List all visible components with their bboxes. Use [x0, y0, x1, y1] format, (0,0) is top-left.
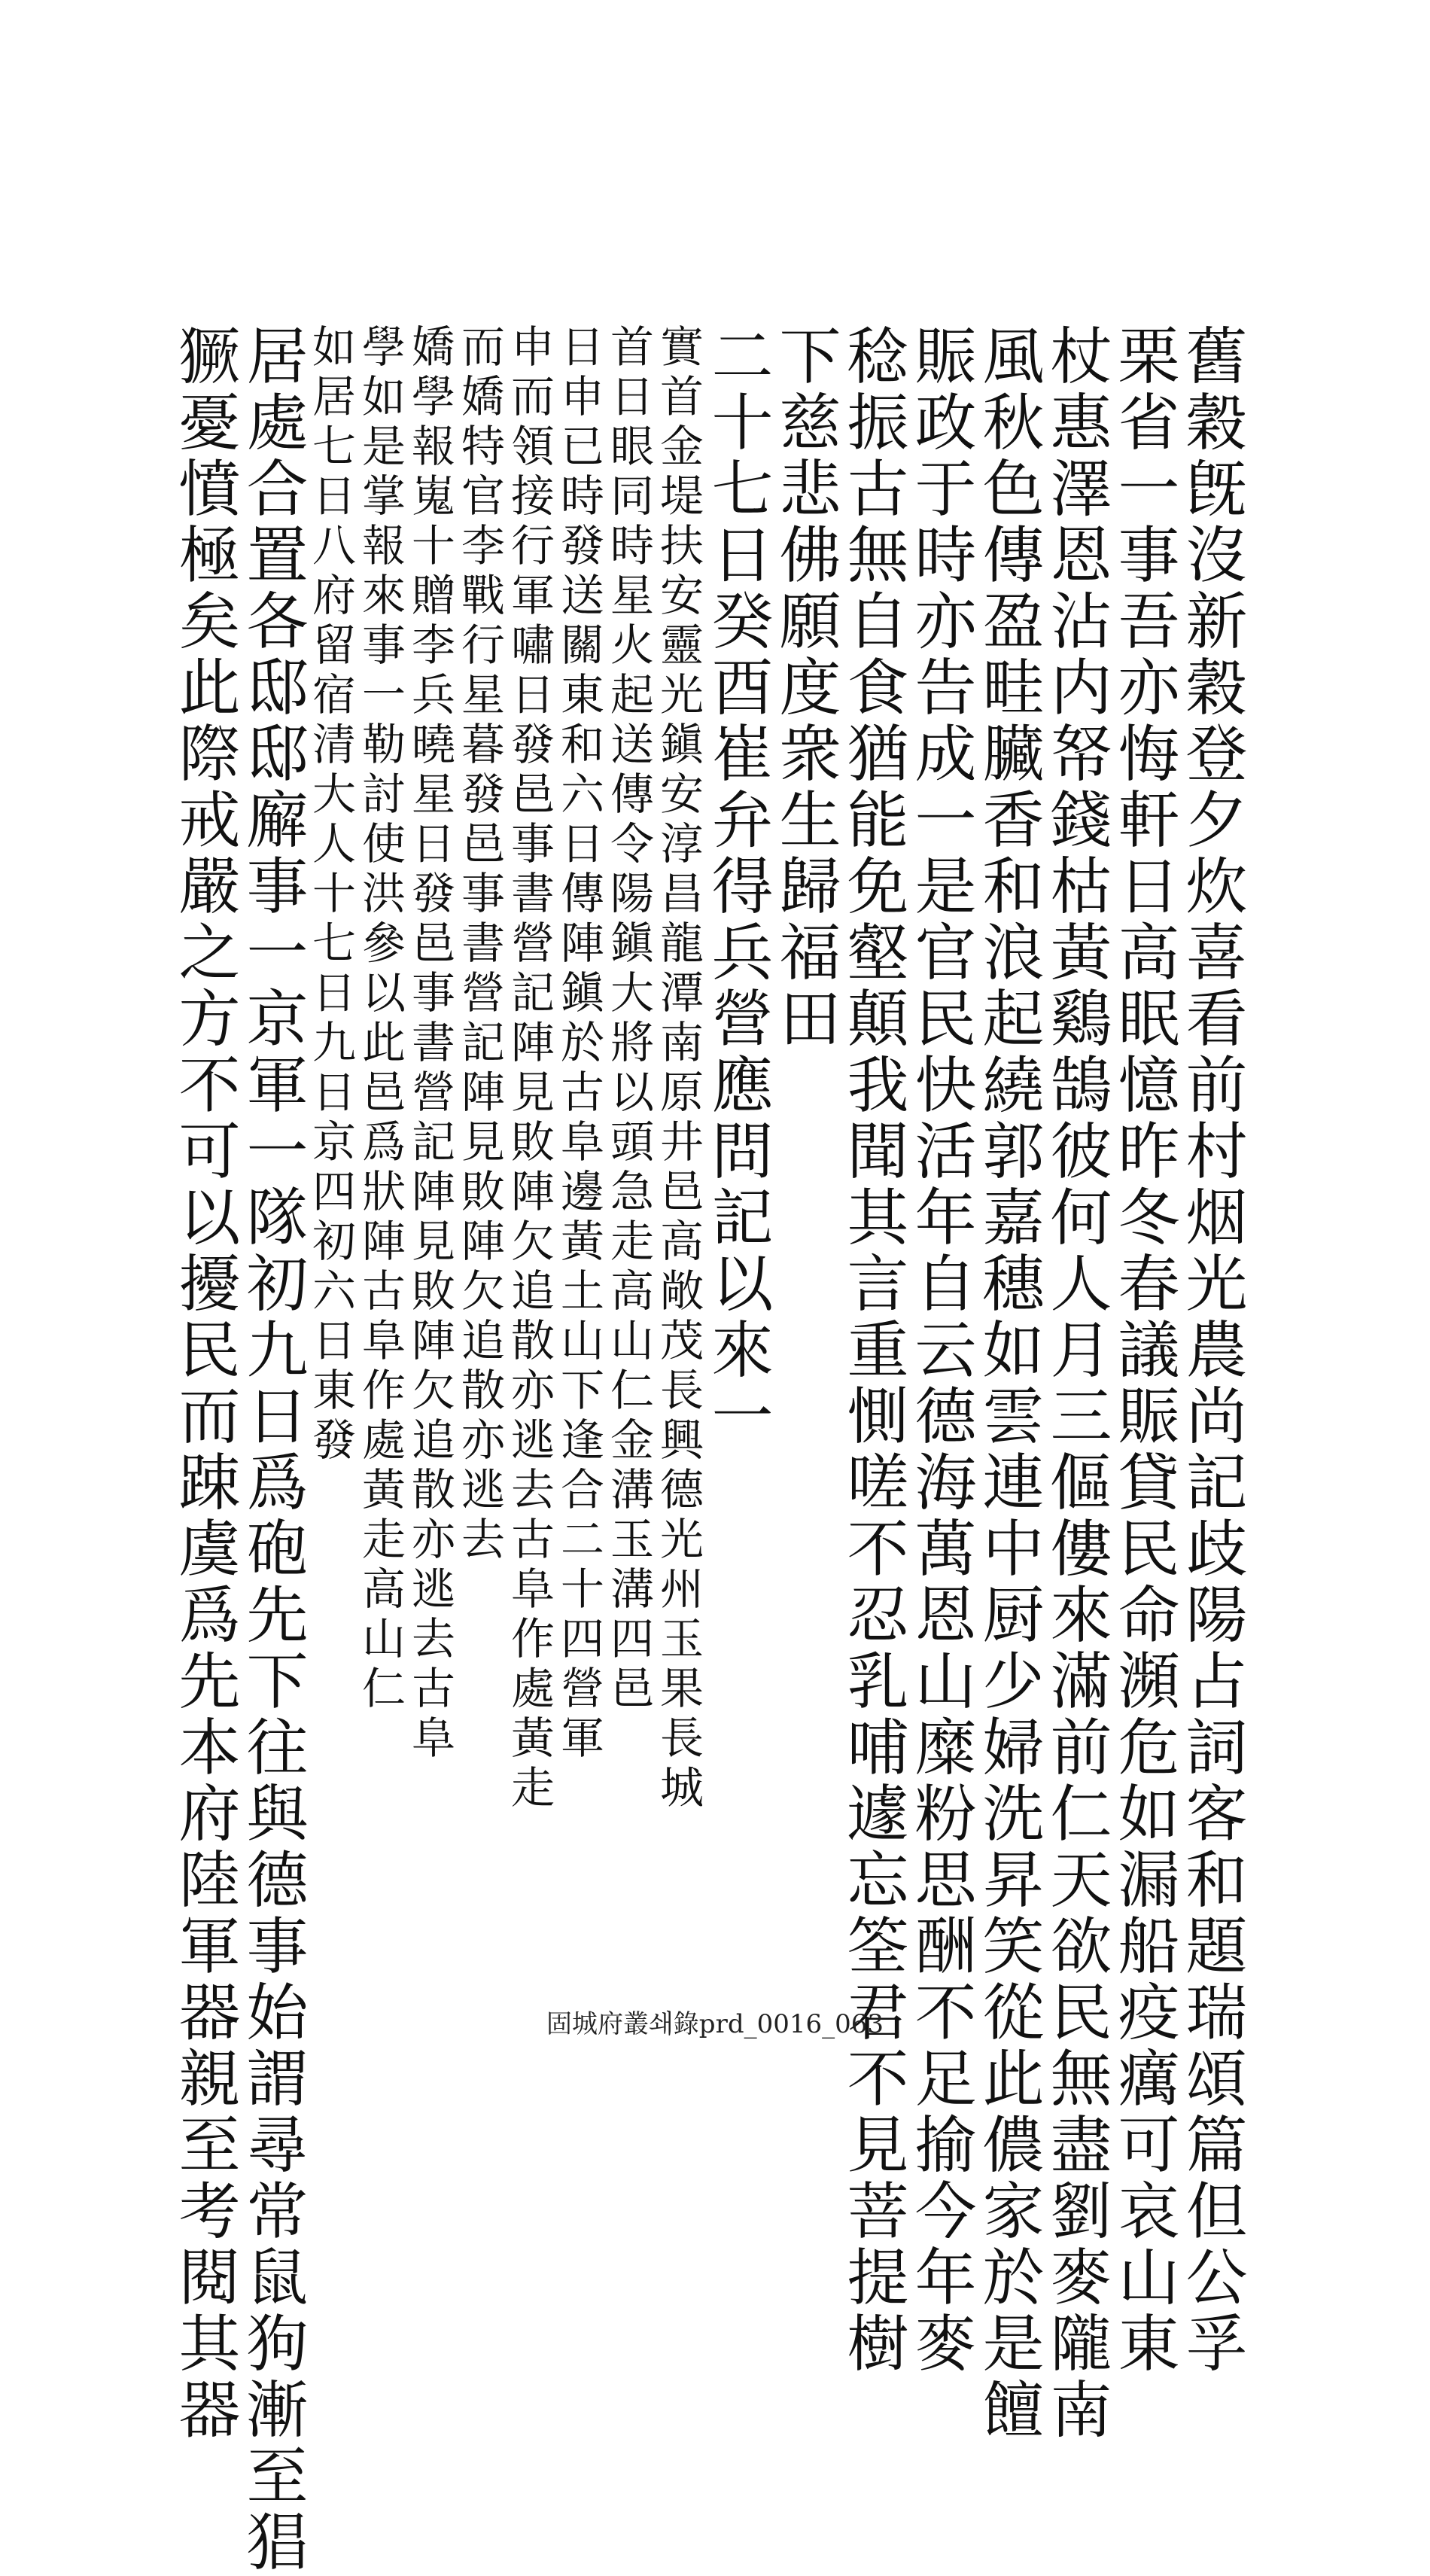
- text-column: 栗省一事吾亦悔軒日高眠憶昨冬春議賑貸民命瀕危如漏船疫癘可哀山東: [1108, 324, 1179, 2377]
- page-caption: 固城府叢쇄錄prd_0016_063: [546, 2009, 884, 2039]
- text-column-small: 日申已時發送關東和六日傳陣鎭於古阜邊黃土山下逢合二十四營軍: [553, 324, 604, 1765]
- text-column-small: 實首金堤扶安靈光鎭安淳昌龍潭南原井邑高敞茂長興德光州玉果長城: [653, 324, 704, 1814]
- text-column: 二十七日癸酉崔弁得兵營應問記以來一: [701, 324, 773, 1450]
- text-column-small: 嬌學報嵬十贈李兵曉星日發邑事書營記陣見敗陣欠追散亦逃去古阜: [404, 324, 455, 1765]
- text-column-small: 而嬌特官李戰行星暮發邑事書營記陣見敗陣欠追散亦逃去: [454, 324, 505, 1566]
- text-column: 居處合置各邸邸廨事一京軍一隊初九日爲砲先下往與德事始謂尋常鼠狗漸至猖: [236, 324, 308, 2576]
- text-column: 下慈悲佛願度衆生歸福田: [769, 324, 841, 1052]
- text-column: 舊穀旣沒新穀登夕炊喜看前村烟光農尚記歧陽占詞客和題瑞頌篇但公孚: [1176, 324, 1247, 2377]
- text-column: 稔振古無自食猶能免壑顛我聞其言重惻嗟不忍乳哺遽忘筌君不見菩提樹: [837, 324, 908, 2377]
- text-column: 杖惠澤恩沾内帑錢枯黃鷄鵠彼何人月三傴僂來滿前仁天欲民無盡劉麥隴南: [1040, 324, 1112, 2444]
- text-column-small: 如居七日八府留宿清大人十七日九日京四初六日東發: [305, 324, 356, 1466]
- text-column-small: 申而領接行軍嘯日發邑事書營記陣見敗陣欠追散亦逃去古阜作處黃走: [504, 324, 555, 1814]
- text-column: 賑政于時亦告成一是官民快活年自云德海萬恩山糜粉思酬不足揄今年麥: [905, 324, 976, 2377]
- text-column: 獗憂憤極矣此際戒嚴之方不可以擾民而踈虞爲先本府陸軍器親至考閱其器: [169, 324, 240, 2444]
- text-column-small: 首日眼同時星火起送傳令陽鎭大將以頭急走高山仁金溝玉溝四邑: [603, 324, 654, 1715]
- text-column: 風秋色傳盈畦臟香和浪起繞郭嘉穗如雲連中厨少婦洗昇笑從此儂家於是饘: [972, 324, 1044, 2444]
- text-column-small: 學如是掌報來事一勒討使洪參以此邑爲狀陣古阜作處黃走高山仁: [354, 324, 406, 1715]
